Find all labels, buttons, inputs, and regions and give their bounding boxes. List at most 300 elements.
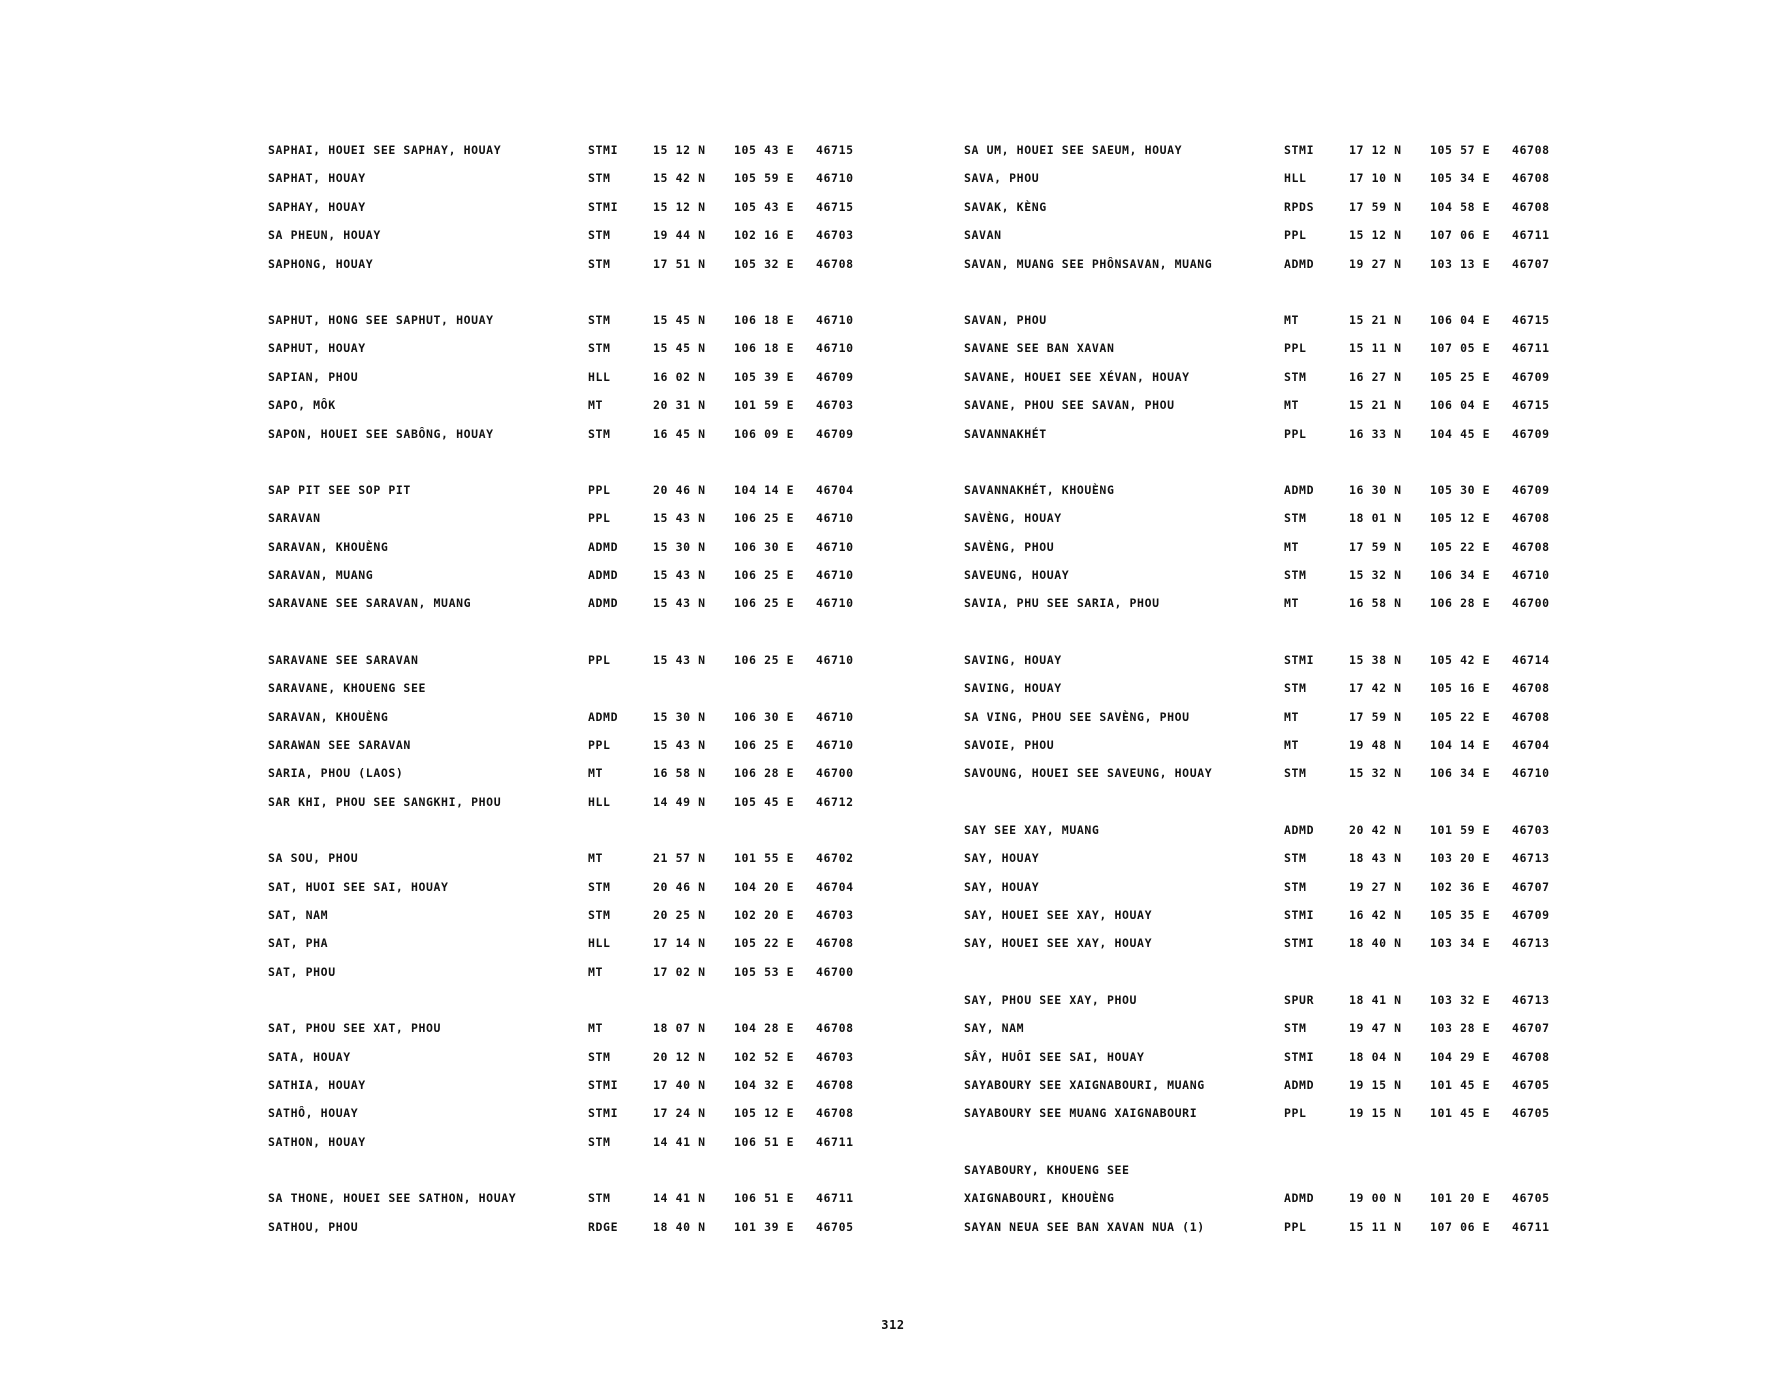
entry-group (964, 816, 1604, 958)
feature-code: ADMD (1284, 1077, 1315, 1092)
longitude: 105 34 E (1430, 171, 1491, 186)
feature-code: HLL (1284, 171, 1307, 186)
longitude: 105 35 E (1430, 907, 1491, 922)
gazetteer-entry (268, 221, 908, 249)
gazetteer-entry (268, 929, 908, 957)
gazetteer-entry (268, 1014, 908, 1042)
entry-group (964, 136, 1604, 278)
gazetteer-entry (268, 363, 908, 391)
longitude: 106 04 E (1430, 312, 1491, 327)
gazetteer-entry (964, 759, 1604, 787)
longitude: 101 55 E (734, 851, 795, 866)
latitude: 18 40 N (653, 1219, 706, 1234)
map-reference: 46703 (816, 1049, 854, 1064)
gazetteer-entry (268, 1184, 908, 1212)
gazetteer-entry (964, 363, 1604, 391)
gazetteer-entry (268, 958, 908, 986)
place-name: SAVING, HOUAY (964, 681, 1062, 696)
latitude: 18 43 N (1349, 851, 1402, 866)
longitude: 104 14 E (1430, 738, 1491, 753)
latitude: 15 11 N (1349, 341, 1402, 356)
gazetteer-entry (268, 476, 908, 504)
latitude: 16 27 N (1349, 369, 1402, 384)
map-reference: 46707 (1512, 1021, 1550, 1036)
place-name: SA PHEUN, HOUAY (268, 228, 381, 243)
longitude: 107 05 E (1430, 341, 1491, 356)
place-name: SAYABOURY SEE MUANG XAIGNABOURI (964, 1106, 1198, 1121)
map-reference: 46709 (816, 369, 854, 384)
feature-code: PPL (588, 652, 611, 667)
map-reference: 46710 (1512, 568, 1550, 583)
entry-group (964, 1156, 1604, 1241)
entry-group (268, 646, 908, 816)
gazetteer-entry (964, 1099, 1604, 1127)
place-name: XAIGNABOURI, KHOUÈNG (964, 1191, 1115, 1206)
latitude: 19 47 N (1349, 1021, 1402, 1036)
latitude: 15 12 N (653, 143, 706, 157)
map-reference: 46705 (1512, 1106, 1550, 1121)
map-reference: 46708 (1512, 539, 1550, 554)
map-reference: 46710 (816, 511, 854, 526)
longitude: 105 22 E (1430, 539, 1491, 554)
feature-code: HLL (588, 369, 611, 384)
feature-code: PPL (1284, 228, 1307, 243)
feature-code: STMI (1284, 907, 1315, 922)
latitude: 17 12 N (1349, 143, 1402, 157)
place-name: SAVING, HOUAY (964, 652, 1062, 667)
longitude: 101 59 E (734, 398, 795, 413)
latitude: 17 14 N (653, 936, 706, 951)
gazetteer-entry (964, 1156, 1604, 1184)
map-reference: 46711 (816, 1191, 854, 1206)
place-name: SAVANE, HOUEI SEE XÉVAN, HOUAY (964, 369, 1190, 384)
gazetteer-entry (964, 986, 1604, 1014)
gazetteer-entry (964, 901, 1604, 929)
place-name: SAY SEE XAY, MUANG (964, 822, 1100, 837)
gazetteer-entry (268, 164, 908, 192)
place-name: SAVANE SEE BAN XAVAN (964, 341, 1115, 356)
entry-group (268, 476, 908, 618)
longitude: 106 30 E (734, 709, 795, 724)
place-name: SAVANNAKHÉT, KHOUÈNG (964, 482, 1115, 497)
latitude: 14 49 N (653, 794, 706, 809)
place-name: SATHÔ, HOUAY (268, 1106, 359, 1121)
gazetteer-entry (268, 788, 908, 816)
feature-code: STM (1284, 681, 1307, 696)
map-reference: 46704 (816, 482, 854, 497)
feature-code: STM (1284, 1021, 1307, 1036)
map-reference: 46705 (816, 1219, 854, 1234)
longitude: 105 12 E (1430, 511, 1491, 526)
gazetteer-entry (964, 334, 1604, 362)
feature-code: PPL (1284, 341, 1307, 356)
place-name: SAVAN, PHOU (964, 312, 1047, 327)
gazetteer-entry (268, 844, 908, 872)
longitude: 103 20 E (1430, 851, 1491, 866)
gazetteer-entry (268, 674, 908, 702)
longitude: 105 25 E (1430, 369, 1491, 384)
gazetteer-entry (964, 674, 1604, 702)
longitude: 106 51 E (734, 1134, 795, 1149)
gazetteer-entry (964, 589, 1604, 617)
gazetteer-entry (268, 873, 908, 901)
latitude: 18 07 N (653, 1021, 706, 1036)
place-name: SAY, HOUAY (964, 851, 1040, 866)
place-name: SAVANNAKHÉT (964, 426, 1047, 441)
longitude: 106 25 E (734, 596, 795, 611)
feature-code: STM (588, 256, 611, 271)
latitude: 15 12 N (1349, 228, 1402, 243)
longitude: 101 59 E (1430, 822, 1491, 837)
feature-code: STMI (588, 199, 619, 214)
gazetteer-entry (964, 561, 1604, 589)
place-name: SAPHAY, HOUAY (268, 199, 366, 214)
latitude: 18 41 N (1349, 992, 1402, 1007)
map-reference: 46708 (816, 1106, 854, 1121)
map-reference: 46708 (816, 256, 854, 271)
gazetteer-entry (268, 504, 908, 532)
longitude: 105 12 E (734, 1106, 795, 1121)
map-reference: 46708 (816, 1077, 854, 1092)
feature-code: MT (588, 766, 604, 781)
map-reference: 46702 (816, 851, 854, 866)
gazetteer-entry (964, 816, 1604, 844)
place-name: SAPHAI, HOUEI SEE SAPHAY, HOUAY (268, 143, 502, 157)
latitude: 17 59 N (1349, 709, 1402, 724)
gazetteer-entry (964, 1043, 1604, 1071)
longitude: 103 32 E (1430, 992, 1491, 1007)
map-reference: 46709 (1512, 482, 1550, 497)
place-name: SAVAK, KÈNG (964, 199, 1047, 214)
gazetteer-entry (964, 221, 1604, 249)
longitude: 104 14 E (734, 482, 795, 497)
map-reference: 46703 (816, 398, 854, 413)
map-reference: 46710 (816, 568, 854, 583)
map-reference: 46708 (1512, 199, 1550, 214)
longitude: 104 28 E (734, 1021, 795, 1036)
place-name: SARIA, PHOU (LAOS) (268, 766, 404, 781)
latitude: 19 27 N (1349, 256, 1402, 271)
place-name: SAVAN (964, 228, 1002, 243)
feature-code: RDGE (588, 1219, 619, 1234)
latitude: 20 31 N (653, 398, 706, 413)
gazetteer-entry (964, 391, 1604, 419)
gazetteer-entry (964, 929, 1604, 957)
gazetteer-entry (268, 533, 908, 561)
entry-group (964, 476, 1604, 618)
longitude: 105 45 E (734, 794, 795, 809)
place-name: SAY, NAM (964, 1021, 1025, 1036)
latitude: 20 12 N (653, 1049, 706, 1064)
map-reference: 46711 (1512, 341, 1550, 356)
longitude: 102 16 E (734, 228, 795, 243)
feature-code: MT (1284, 312, 1300, 327)
latitude: 19 15 N (1349, 1106, 1402, 1121)
gazetteer-entry (268, 901, 908, 929)
longitude: 105 22 E (734, 936, 795, 951)
feature-code: STM (588, 879, 611, 894)
longitude: 104 32 E (734, 1077, 795, 1092)
latitude: 21 57 N (653, 851, 706, 866)
place-name: SAT, PHOU SEE XAT, PHOU (268, 1021, 442, 1036)
place-name: SAPHAT, HOUAY (268, 171, 366, 186)
longitude: 107 06 E (1430, 228, 1491, 243)
feature-code: STMI (588, 1106, 619, 1121)
gazetteer-entry (964, 731, 1604, 759)
entry-group (964, 986, 1604, 1128)
gazetteer-entry (268, 420, 908, 448)
longitude: 101 45 E (1430, 1077, 1491, 1092)
place-name: SAYABOURY SEE XAIGNABOURI, MUANG (964, 1077, 1205, 1092)
feature-code: ADMD (588, 568, 619, 583)
feature-code: STMI (1284, 143, 1315, 157)
longitude: 106 34 E (1430, 766, 1491, 781)
map-reference: 46711 (1512, 1219, 1550, 1234)
latitude: 19 00 N (1349, 1191, 1402, 1206)
longitude: 104 58 E (1430, 199, 1491, 214)
map-reference: 46715 (816, 199, 854, 214)
entry-group (268, 1014, 908, 1156)
latitude: 15 32 N (1349, 568, 1402, 583)
map-reference: 46700 (816, 766, 854, 781)
gazetteer-entry (268, 703, 908, 731)
latitude: 19 27 N (1349, 879, 1402, 894)
longitude: 106 04 E (1430, 398, 1491, 413)
map-reference: 46708 (1512, 681, 1550, 696)
feature-code: MT (1284, 398, 1300, 413)
feature-code: ADMD (1284, 482, 1315, 497)
gazetteer-entry (268, 1128, 908, 1156)
feature-code: STM (1284, 851, 1307, 866)
left-column (268, 136, 908, 1269)
gazetteer-entry (964, 533, 1604, 561)
map-reference: 46704 (816, 879, 854, 894)
feature-code: MT (588, 1021, 604, 1036)
latitude: 16 42 N (1349, 907, 1402, 922)
map-reference: 46710 (816, 539, 854, 554)
gazetteer-entry (964, 844, 1604, 872)
latitude: 18 01 N (1349, 511, 1402, 526)
map-reference: 46710 (816, 738, 854, 753)
latitude: 19 48 N (1349, 738, 1402, 753)
map-reference: 46715 (1512, 398, 1550, 413)
place-name: SA VING, PHOU SEE SAVÈNG, PHOU (964, 709, 1190, 724)
gazetteer-entry (268, 306, 908, 334)
gazetteer-entry (268, 646, 908, 674)
gazetteer-entry (268, 589, 908, 617)
place-name: SAY, HOUAY (964, 879, 1040, 894)
gazetteer-entry (964, 476, 1604, 504)
entry-group (964, 306, 1604, 448)
map-reference: 46708 (1512, 709, 1550, 724)
feature-code: STMI (588, 143, 619, 157)
latitude: 16 58 N (1349, 596, 1402, 611)
feature-code: STM (588, 1049, 611, 1064)
longitude: 106 18 E (734, 312, 795, 327)
place-name: SAYABOURY, KHOUENG SEE (964, 1162, 1130, 1177)
map-reference: 46714 (1512, 652, 1550, 667)
longitude: 105 32 E (734, 256, 795, 271)
longitude: 106 28 E (734, 766, 795, 781)
feature-code: STM (1284, 766, 1307, 781)
latitude: 15 45 N (653, 312, 706, 327)
map-reference: 46711 (1512, 228, 1550, 243)
feature-code: STM (588, 312, 611, 327)
longitude: 104 45 E (1430, 426, 1491, 441)
longitude: 105 39 E (734, 369, 795, 384)
feature-code: ADMD (1284, 1191, 1315, 1206)
longitude: 106 25 E (734, 738, 795, 753)
place-name: SAVOIE, PHOU (964, 738, 1055, 753)
feature-code: MT (1284, 596, 1300, 611)
gazetteer-entry (964, 420, 1604, 448)
longitude: 106 18 E (734, 341, 795, 356)
place-name: SAVÈNG, PHOU (964, 539, 1055, 554)
latitude: 16 45 N (653, 426, 706, 441)
gazetteer-entry (268, 334, 908, 362)
longitude: 105 57 E (1430, 143, 1491, 157)
place-name: SA THONE, HOUEI SEE SATHON, HOUAY (268, 1191, 517, 1206)
longitude: 106 51 E (734, 1191, 795, 1206)
latitude: 17 24 N (653, 1106, 706, 1121)
latitude: 17 59 N (1349, 539, 1402, 554)
latitude: 20 42 N (1349, 822, 1402, 837)
place-name: SAY, HOUEI SEE XAY, HOUAY (964, 936, 1153, 951)
longitude: 103 13 E (1430, 256, 1491, 271)
latitude: 15 42 N (653, 171, 706, 186)
place-name: SAVOUNG, HOUEI SEE SAVEUNG, HOUAY (964, 766, 1213, 781)
latitude: 15 43 N (653, 652, 706, 667)
feature-code: PPL (1284, 1106, 1307, 1121)
longitude: 103 28 E (1430, 1021, 1491, 1036)
map-reference: 46711 (816, 1134, 854, 1149)
gazetteer-entry (268, 1099, 908, 1127)
gazetteer-entry (964, 164, 1604, 192)
place-name: SATHIA, HOUAY (268, 1077, 366, 1092)
latitude: 15 43 N (653, 511, 706, 526)
page-number: 312 (881, 1318, 905, 1332)
place-name: SAT, HUOI SEE SAI, HOUAY (268, 879, 449, 894)
place-name: SARAWAN SEE SARAVAN (268, 738, 411, 753)
latitude: 19 44 N (653, 228, 706, 243)
place-name: SAVANE, PHOU SEE SAVAN, PHOU (964, 398, 1175, 413)
map-reference: 46703 (1512, 822, 1550, 837)
map-reference: 46713 (1512, 851, 1550, 866)
longitude: 105 43 E (734, 199, 795, 214)
map-reference: 46709 (1512, 907, 1550, 922)
latitude: 15 12 N (653, 199, 706, 214)
place-name: SAPON, HOUEI SEE SABÔNG, HOUAY (268, 426, 494, 441)
feature-code: PPL (1284, 1219, 1307, 1234)
gazetteer-entry (964, 1184, 1604, 1212)
map-reference: 46705 (1512, 1077, 1550, 1092)
feature-code: ADMD (588, 709, 619, 724)
gazetteer-entry (964, 646, 1604, 674)
place-name: SAPIAN, PHOU (268, 369, 359, 384)
place-name: SA UM, HOUEI SEE SAEUM, HOUAY (964, 143, 1183, 157)
latitude: 16 30 N (1349, 482, 1402, 497)
gazetteer-entry (268, 136, 908, 164)
place-name: SARAVANE SEE SARAVAN, MUANG (268, 596, 472, 611)
latitude: 15 11 N (1349, 1219, 1402, 1234)
place-name: SARAVAN, KHOUÈNG (268, 539, 389, 554)
latitude: 15 43 N (653, 568, 706, 583)
map-reference: 46709 (1512, 369, 1550, 384)
latitude: 17 59 N (1349, 199, 1402, 214)
longitude: 105 43 E (734, 143, 795, 157)
longitude: 101 20 E (1430, 1191, 1491, 1206)
place-name: SAPHUT, HOUAY (268, 341, 366, 356)
latitude: 15 30 N (653, 539, 706, 554)
latitude: 16 58 N (653, 766, 706, 781)
place-name: SARAVAN, MUANG (268, 568, 374, 583)
latitude: 15 21 N (1349, 398, 1402, 413)
place-name: SAVEUNG, HOUAY (964, 568, 1070, 583)
latitude: 17 42 N (1349, 681, 1402, 696)
entry-group (268, 1184, 908, 1241)
feature-code: HLL (588, 794, 611, 809)
gazetteer-entry (964, 504, 1604, 532)
feature-code: HLL (588, 936, 611, 951)
latitude: 19 15 N (1349, 1077, 1402, 1092)
latitude: 14 41 N (653, 1134, 706, 1149)
longitude: 104 29 E (1430, 1049, 1491, 1064)
latitude: 15 38 N (1349, 652, 1402, 667)
gazetteer-entry (964, 193, 1604, 221)
feature-code: STM (588, 426, 611, 441)
latitude: 16 33 N (1349, 426, 1402, 441)
longitude: 102 52 E (734, 1049, 795, 1064)
gazetteer-entry (964, 250, 1604, 278)
gazetteer-entry (268, 561, 908, 589)
map-reference: 46710 (816, 171, 854, 186)
gazetteer-entry (964, 136, 1604, 164)
gazetteer-entry (964, 1071, 1604, 1099)
feature-code: STMI (1284, 936, 1315, 951)
latitude: 18 04 N (1349, 1049, 1402, 1064)
latitude: 18 40 N (1349, 936, 1402, 951)
longitude: 102 36 E (1430, 879, 1491, 894)
gazetteer-entry (268, 1043, 908, 1071)
feature-code: MT (1284, 738, 1300, 753)
place-name: SAVA, PHOU (964, 171, 1040, 186)
feature-code: STM (588, 228, 611, 243)
map-reference: 46710 (816, 652, 854, 667)
gazetteer-entry (964, 703, 1604, 731)
feature-code: SPUR (1284, 992, 1315, 1007)
longitude: 106 25 E (734, 568, 795, 583)
map-reference: 46705 (1512, 1191, 1550, 1206)
feature-code: STM (1284, 568, 1307, 583)
longitude: 105 16 E (1430, 681, 1491, 696)
map-reference: 46712 (816, 794, 854, 809)
map-reference: 46704 (1512, 738, 1550, 753)
place-name: SAVAN, MUANG SEE PHÔNSAVAN, MUANG (964, 256, 1213, 271)
place-name: SAR KHI, PHOU SEE SANGKHI, PHOU (268, 794, 502, 809)
place-name: SAYAN NEUA SEE BAN XAVAN NUA (1) (964, 1219, 1205, 1234)
place-name: SAPO, MÔK (268, 398, 336, 413)
longitude: 102 20 E (734, 907, 795, 922)
place-name: SAT, PHA (268, 936, 329, 951)
feature-code: STM (1284, 511, 1307, 526)
longitude: 104 20 E (734, 879, 795, 894)
feature-code: ADMD (588, 596, 619, 611)
map-reference: 46710 (816, 312, 854, 327)
place-name: SAVÈNG, HOUAY (964, 511, 1062, 526)
map-reference: 46710 (816, 709, 854, 724)
place-name: SAPHUT, HONG SEE SAPHUT, HOUAY (268, 312, 494, 327)
longitude: 103 34 E (1430, 936, 1491, 951)
